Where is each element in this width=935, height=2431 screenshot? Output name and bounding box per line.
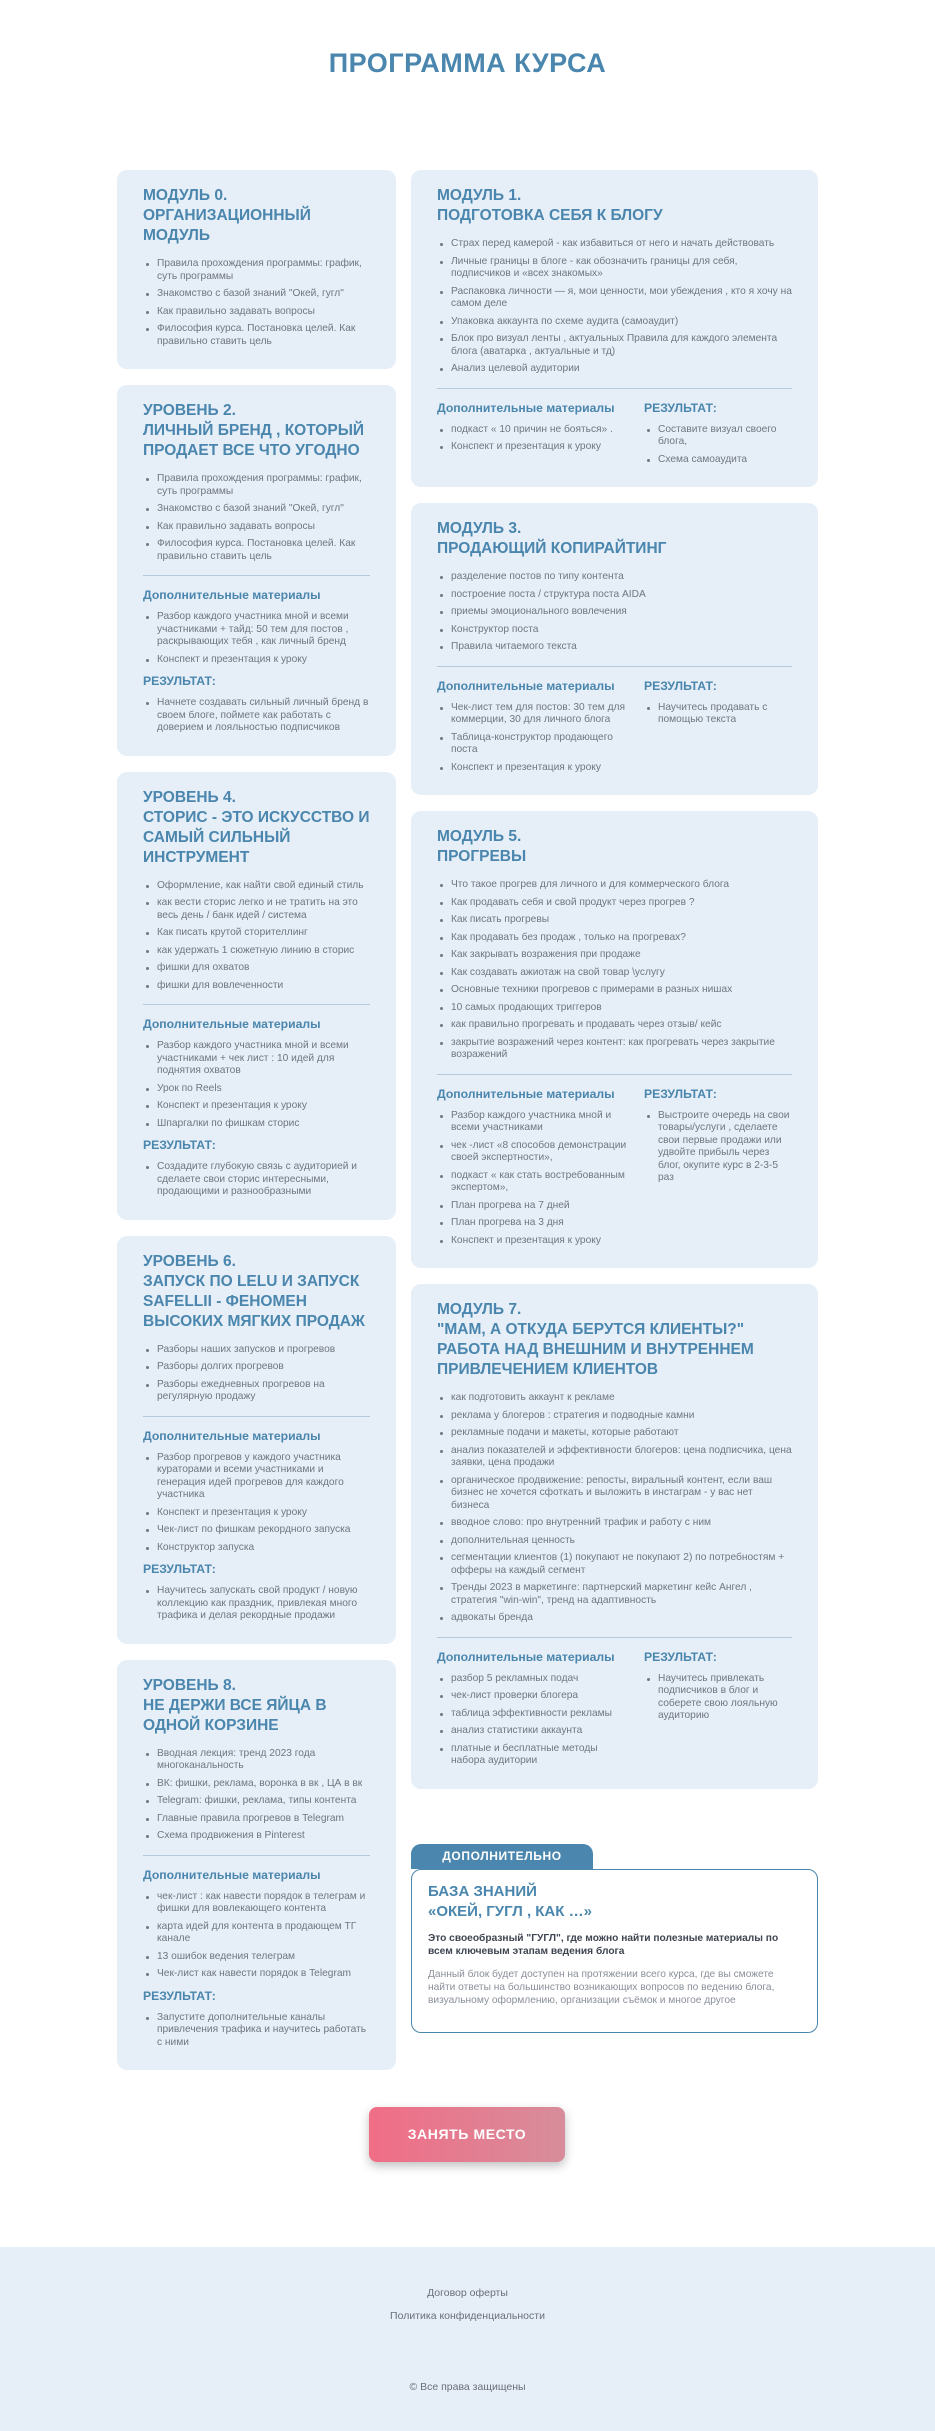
card-title: УРОВЕНЬ 4. СТОРИС - ЭТО ИСКУССТВО И САМЫЙ СИЛЬНЫЙ ИНСТРУМЕНТ xyxy=(143,788,370,866)
list-item: Как правильно задавать вопросы xyxy=(143,521,370,534)
list-item: Схема самоаудита xyxy=(644,454,792,467)
list-item: таблица эффективности рекламы xyxy=(437,1708,632,1721)
extra-materials-list xyxy=(143,1040,370,1130)
knowledge-base-title: БАЗА ЗНАНИЙ «ОКЕЙ, ГУГЛ , КАК …» xyxy=(428,1883,592,1920)
list-item: Распаковка личности — я, мои ценности, мои убеждения , кто я хочу на самом деле xyxy=(437,286,792,311)
left-column xyxy=(117,170,396,2086)
list-item: Чек-лист как навести порядок в Telegram xyxy=(143,1968,370,1981)
card-title: МОДУЛЬ 7. "МАМ, А ОТКУДА БЕРУТСЯ КЛИЕНТЫ?" РАБОТА НАД ВНЕШНИМ И ВНУТРЕННЕМ ПРИВЛЕЧЕНИЕМ КЛИЕНТОВ xyxy=(437,1301,754,1378)
list-item: Запустите дополнительные каналы привлечения трафика и научитесь работать с ними xyxy=(143,2012,370,2050)
list-item: чек -лист «8 способов демонстрации своей экспертности», xyxy=(437,1140,632,1165)
list-item: Как продавать себя и свой продукт через прогрев ? xyxy=(437,897,792,910)
list-item: Как правильно задавать вопросы xyxy=(143,306,370,319)
list-item: Конспект и презентация к уроку xyxy=(437,441,632,454)
list-item: 10 самых продающих триггеров xyxy=(437,1002,792,1015)
list-item: построение поста / структура поста AIDA xyxy=(437,589,792,602)
extra-materials-list xyxy=(143,1891,370,1981)
list-item: Создадите глубокую связь с аудиторией и сделаете свои сторис интересными, продающими и разнообразными xyxy=(143,1161,370,1199)
list-item: закрытие возражений через контент: как прогревать через закрытие возражений xyxy=(437,1037,792,1062)
right-column xyxy=(411,170,818,1805)
page-title: ПРОГРАММА КУРСА xyxy=(328,48,607,78)
list-item: Оформление, как найти свой единый стиль xyxy=(143,880,370,893)
list-item: Как закрывать возражения при продаже xyxy=(437,949,792,962)
list-item: Философия курса. Постановка целей. Как правильно ставить цель xyxy=(143,323,370,348)
list-item: Разбор каждого участника мной и всеми участниками xyxy=(437,1110,632,1135)
course-card xyxy=(411,811,818,1268)
list-item: Выстроите очередь на свои товары/услуги , сделаете свои первые продажи или удвойте прибыль через блог, окупите курс в 2-3-5 раз xyxy=(644,1110,792,1185)
list-item: Философия курса. Постановка целей. Как правильно ставить цель xyxy=(143,538,370,563)
list-item: Блок про визуал ленты , актуальных Правила для каждого элемента блога (аватарка , актуальные и тд) xyxy=(437,333,792,358)
list-item: Знакомство с базой знаний "Окей, гугл" xyxy=(143,503,370,516)
course-card xyxy=(411,1284,818,1789)
list-item: разделение постов по типу контента xyxy=(437,571,792,584)
extra-materials-title: Дополнительные материалы xyxy=(143,1867,321,1882)
knowledge-base-subtitle: Это своеобразный "ГУГЛ", где можно найти полезные материалы по всем ключевым этапам ведения блога xyxy=(428,1933,779,1957)
result-list xyxy=(143,697,370,735)
list-item: Знакомство с базой знаний "Окей, гугл" xyxy=(143,288,370,301)
list-item: Разборы ежедневных прогревов на регулярную продажу xyxy=(143,1379,370,1404)
card-title: МОДУЛЬ 1. ПОДГОТОВКА СЕБЯ К БЛОГУ xyxy=(437,187,663,224)
result-title: РЕЗУЛЬТАТ: xyxy=(143,1138,216,1152)
list-item: подкаст « как стать востребованным экспертом», xyxy=(437,1170,632,1195)
list-item: Научитесь привлекать подписчиков в блог и соберете свою лояльную аудиторию xyxy=(644,1673,792,1723)
list-item: Разборы долгих прогревов xyxy=(143,1361,370,1374)
list-item: как вести сторис легко и не тратить на это весь день / банк идей / система xyxy=(143,897,370,922)
list-item: Начнете создавать сильный личный бренд в своем блоге, поймете как работать с доверием и лояльностью подписчиков xyxy=(143,697,370,735)
list-item: Как продавать без продаж , только на прогревах? xyxy=(437,932,792,945)
topic-list xyxy=(143,880,370,993)
list-item: Вводная лекция: тренд 2023 года многоканальность xyxy=(143,1748,370,1773)
knowledge-base-text: Данный блок будет доступен на протяжении всего курса, где вы сможете найти ответы на большинство возникающих вопросов по ведению блога, визуальному оформлению, организации съёмок и многое другое xyxy=(428,1969,775,2006)
divider xyxy=(143,1004,370,1005)
list-item: Конструктор поста xyxy=(437,624,792,637)
list-item: как удержать 1 сюжетную линию в сторис xyxy=(143,945,370,958)
result-list xyxy=(143,1585,370,1623)
list-item: анализ статистики аккаунта xyxy=(437,1725,632,1738)
list-item: разбор 5 рекламных подач xyxy=(437,1673,632,1686)
list-item: вводное слово: про внутренний трафик и работу с ним xyxy=(437,1517,792,1530)
list-item: платные и бесплатные методы набора аудитории xyxy=(437,1743,632,1768)
extra-materials-title: Дополнительные материалы xyxy=(437,1649,615,1664)
list-item: Таблица-конструктор продающего поста xyxy=(437,732,632,757)
result-list xyxy=(644,424,792,467)
topic-list xyxy=(437,1392,792,1625)
extra-materials-list xyxy=(437,1110,632,1248)
list-item: План прогрева на 3 дня xyxy=(437,1217,632,1230)
list-item: карта идей для контента в продающем ТГ канале xyxy=(143,1921,370,1946)
list-item: План прогрева на 7 дней xyxy=(437,1200,632,1213)
list-item: Схема продвижения в Pinterest xyxy=(143,1830,370,1843)
divider xyxy=(437,1637,792,1638)
list-item: Конспект и презентация к уроку xyxy=(437,1235,632,1248)
course-card xyxy=(117,1660,396,2071)
list-item: фишки для охватов xyxy=(143,962,370,975)
list-item: Разбор каждого участника мной и всеми участниками + чек лист : 10 идей для поднятия охватов xyxy=(143,1040,370,1078)
extra-materials-title: Дополнительные материалы xyxy=(437,400,615,415)
list-item: Научитесь запускать свой продукт / новую коллекцию как праздник, привлекая много трафика и делая рекордные продажи xyxy=(143,1585,370,1623)
list-item: Конспект и презентация к уроку xyxy=(143,1507,370,1520)
list-item: дополнительная ценность xyxy=(437,1535,792,1548)
card-title: МОДУЛЬ 5. ПРОГРЕВЫ xyxy=(437,828,527,865)
list-item: Что такое прогрев для личного и для коммерческого блога xyxy=(437,879,792,892)
list-item: Страх перед камерой - как избавиться от него и начать действовать xyxy=(437,238,792,251)
list-item: Главные правила прогревов в Telegram xyxy=(143,1813,370,1826)
copyright: © Все права защищены xyxy=(409,2381,526,2393)
list-item: как правильно прогревать и продавать через отзыв/ кейс xyxy=(437,1019,792,1032)
divider xyxy=(143,575,370,576)
course-card xyxy=(411,503,818,795)
list-item: ВК: фишки, реклама, воронка в вк , ЦА в вк xyxy=(143,1778,370,1791)
topic-list xyxy=(143,473,370,563)
list-item: приемы эмоционального вовлечения xyxy=(437,606,792,619)
course-card xyxy=(117,1236,396,1644)
result-title: РЕЗУЛЬТАТ: xyxy=(143,674,216,688)
list-item: Чек-лист по фишкам рекордного запуска xyxy=(143,1524,370,1537)
extra-materials-list xyxy=(143,1452,370,1555)
list-item: Чек-лист тем для постов: 30 тем для коммерции, 30 для личного блога xyxy=(437,702,632,727)
divider xyxy=(437,1074,792,1075)
list-item: Разбор каждого участника мной и всеми участниками + тайд: 50 тем для постов , раскрывающих тебя , как личный бренд xyxy=(143,611,370,649)
result-list xyxy=(644,1673,792,1723)
course-card xyxy=(117,170,396,369)
list-item: Личные границы в блоге - как обозначить границы для себя, подписчиков и «всех знакомых» xyxy=(437,256,792,281)
card-title: УРОВЕНЬ 8. НЕ ДЕРЖИ ВСЕ ЯЙЦА В ОДНОЙ КОРЗИНЕ xyxy=(143,1676,327,1734)
course-card xyxy=(117,772,396,1220)
reserve-seat-button[interactable]: ЗАНЯТЬ МЕСТО xyxy=(369,2107,565,2162)
list-item: Как писать прогревы xyxy=(437,914,792,927)
list-item: чек-лист : как навести порядок в телеграм и фишки для вовлекающего контента xyxy=(143,1891,370,1916)
list-item: 13 ошибок ведения телеграм xyxy=(143,1951,370,1964)
list-item: Урок по Reels xyxy=(143,1083,370,1096)
extra-materials-title: Дополнительные материалы xyxy=(143,1017,321,1031)
result-list xyxy=(644,1110,792,1185)
list-item: Telegram: фишки, реклама, типы контента xyxy=(143,1795,370,1808)
list-item: Основные техники прогревов с примерами в разных нишах xyxy=(437,984,792,997)
list-item: рекламные подачи и макеты, которые работают xyxy=(437,1427,792,1440)
list-item: подкаст « 10 причин не бояться» . xyxy=(437,424,632,437)
list-item: Анализ целевой аудитории xyxy=(437,363,792,376)
extra-materials-list xyxy=(437,702,632,775)
knowledge-base-card xyxy=(411,1869,818,2033)
card-title: УРОВЕНЬ 2. ЛИЧНЫЙ БРЕНД , КОТОРЫЙ ПРОДАЕТ ВСЕ ЧТО УГОДНО xyxy=(143,402,365,459)
offer-link[interactable]: Договор оферты xyxy=(427,2287,508,2299)
divider xyxy=(143,1416,370,1417)
extra-materials-list xyxy=(143,611,370,666)
topic-list xyxy=(143,258,370,348)
list-item: Разбор прогревов у каждого участника кураторами и всеми участниками и генерация идей прогревов для каждого участника xyxy=(143,1452,370,1502)
list-item: Конспект и презентация к уроку xyxy=(143,1100,370,1113)
topic-list xyxy=(437,879,792,1062)
list-item: фишки для вовлеченности xyxy=(143,980,370,993)
result-title: РЕЗУЛЬТАТ: xyxy=(143,1562,216,1576)
footer xyxy=(0,2247,935,2431)
course-card xyxy=(117,385,396,756)
card-title: МОДУЛЬ 3. ПРОДАЮЩИЙ КОПИРАЙТИНГ xyxy=(437,520,667,557)
divider xyxy=(437,388,792,389)
list-item: как подготовить аккаунт к рекламе xyxy=(437,1392,792,1405)
result-title: РЕЗУЛЬТАТ: xyxy=(644,678,717,693)
result-list xyxy=(644,702,792,727)
card-title: МОДУЛЬ 0. ОРГАНИЗАЦИОННЫЙ МОДУЛЬ xyxy=(143,187,311,244)
list-item: реклама у блогеров : стратегия и подводные камни xyxy=(437,1410,792,1423)
extra-materials-list xyxy=(437,1673,632,1768)
divider xyxy=(143,1855,370,1856)
list-item: Правила прохождения программы: график, суть программы xyxy=(143,473,370,498)
extra-materials-title: Дополнительные материалы xyxy=(143,1428,321,1443)
result-list xyxy=(143,2012,370,2050)
result-list xyxy=(143,1161,370,1199)
list-item: Конспект и презентация к уроку xyxy=(143,654,370,667)
extra-materials-title: Дополнительные материалы xyxy=(437,678,615,693)
list-item: чек-лист проверки блогера xyxy=(437,1690,632,1703)
list-item: органическое продвижение: репосты, виральный контент, если ваш бизнес не хочется сфоткать и выложить в инстаграм - у вас нет бизнеса xyxy=(437,1475,792,1513)
list-item: Научитесь продавать с помощью текста xyxy=(644,702,792,727)
list-item: Шпаргалки по фишкам сторис xyxy=(143,1118,370,1131)
list-item: Как создавать ажиотаж на свой товар \услугу xyxy=(437,967,792,980)
extra-materials-title: Дополнительные материалы xyxy=(143,588,321,602)
result-title: РЕЗУЛЬТАТ: xyxy=(644,1649,717,1664)
list-item: анализ показателей и эффективности блогеров: цена подписчика, цена заявки, цена продажи xyxy=(437,1445,792,1470)
course-card xyxy=(411,170,818,487)
list-item: сегментации клиентов (1) покупают не покупают 2) по потребностям + офферы на каждый сегмент xyxy=(437,1552,792,1577)
list-item: Составите визуал своего блога, xyxy=(644,424,792,449)
extra-materials-title: Дополнительные материалы xyxy=(437,1086,615,1101)
privacy-link[interactable]: Политика конфиденциальности xyxy=(390,2310,545,2322)
topic-list xyxy=(437,238,792,376)
topic-list xyxy=(143,1748,370,1843)
list-item: Как писать крутой сторителлинг xyxy=(143,927,370,940)
list-item: Правила читаемого текста xyxy=(437,641,792,654)
extra-materials-list xyxy=(437,424,632,454)
list-item: Правила прохождения программы: график, суть программы xyxy=(143,258,370,283)
list-item: адвокаты бренда xyxy=(437,1612,792,1625)
result-title: РЕЗУЛЬТАТ: xyxy=(143,1988,216,2003)
list-item: Тренды 2023 в маркетинге: партнерский маркетинг кейс Ангел , стратегия "win-win", тренд на адаптивность xyxy=(437,1582,792,1607)
result-title: РЕЗУЛЬТАТ: xyxy=(644,1086,717,1101)
divider xyxy=(437,666,792,667)
topic-list xyxy=(437,571,792,654)
topic-list xyxy=(143,1344,370,1404)
card-title: УРОВЕНЬ 6. ЗАПУСК ПО LELU И ЗАПУСК SAFELLII - ФЕНОМЕН ВЫСОКИХ МЯГКИХ ПРОДАЖ xyxy=(143,1252,365,1330)
result-title: РЕЗУЛЬТАТ: xyxy=(644,400,717,415)
extra-tab: ДОПОЛНИТЕЛЬНО xyxy=(411,1844,593,1869)
list-item: Конспект и презентация к уроку xyxy=(437,762,632,775)
list-item: Упаковка аккаунта по схеме аудита (самоаудит) xyxy=(437,316,792,329)
list-item: Разборы наших запусков и прогревов xyxy=(143,1344,370,1357)
list-item: Конструктор запуска xyxy=(143,1542,370,1555)
